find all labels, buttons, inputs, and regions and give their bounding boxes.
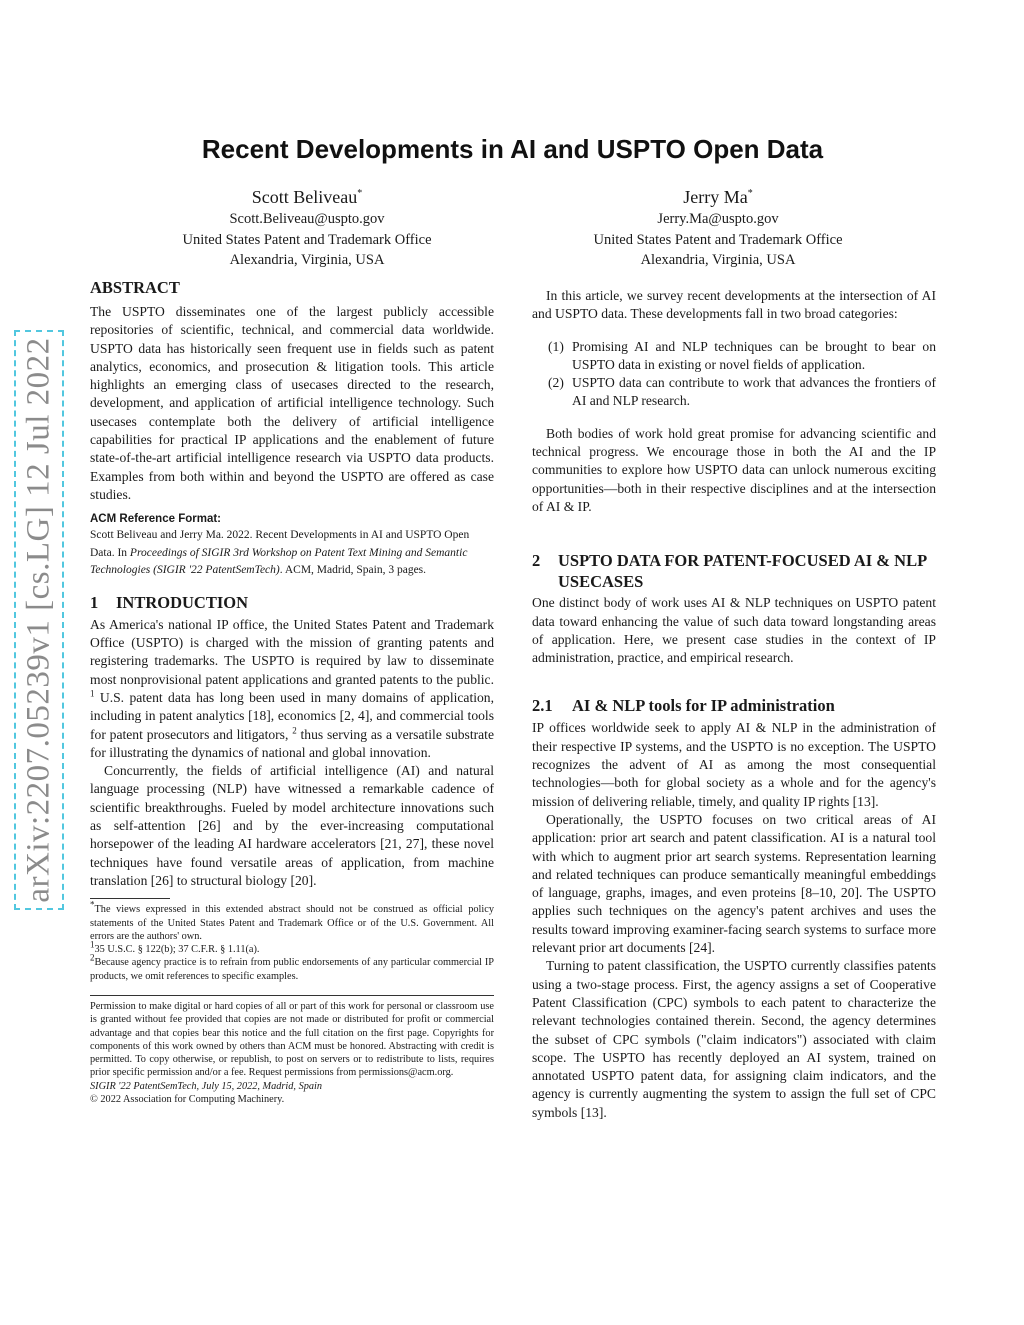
abstract-heading: ABSTRACT (90, 278, 180, 297)
footnote-1: $^1$35 U.S.C. § 122(b); 37 C.F.R. § 1.11(a). (90, 939, 260, 956)
left-column (90, 277, 494, 1106)
contribution-list (532, 338, 936, 411)
section-2-1-paragraph-2: Operationally, the USPTO focuses on two critical areas of AI application: prior art search and patent classification. AI is a natural tool with which to augment prior art search systems. Representation learning and related techniques can produce semantically meaningful embeddings of language, graphs, images, and even proteins [8–10, 20]. The USPTO applies such techniques on the agency's patent archives and uses the results toward improving examiner-facing search systems to surface more relevant prior art documents [24]. (532, 811, 936, 956)
footnote-star: *The views expressed in this extended abstract should not be construed as official policy statements of the United States Patent and Trademark Office or of the U.S. Government. All errors are the authors' own. (90, 899, 494, 942)
introduction-paragraph-1: As America's national IP office, the United States Patent and Trademark Office (USPTO) is charged with the mission of granting patents and registering trademarks. The USPTO is required by law to disseminate most nonprovisional patent applications and granted patents to the public. $^1$ U.S. patent data has long been used in many domains of application, including in patent analytics [18], economics [2, 4], and commercial tools for patent prosecutors and litigators, $^2$ thus serving as a versatile substrate for illustrating the dynamics of national and global innovation. (90, 616, 494, 760)
arxiv-identifier-stamp (14, 330, 64, 910)
permission-copyright: © 2022 Association for Computing Machinery. (90, 1094, 285, 1106)
author-location: Alexandria, Virginia, USA (640, 252, 796, 268)
intro-encourage-paragraph: Both bodies of work hold great promise for advancing scientific and technical progress. We encourage those in both the AI and the IP communities to explore how USPTO data can unlock numerous exciting opportunities—both in their respective disciplines and at the intersection of AI & IP. (532, 425, 936, 514)
author-block-1 (102, 182, 512, 271)
section-2-1-paragraph-3: Turning to patent classification, the USPTO currently classifies patents using a two-stage process. First, the agency assigns a set of Cooperative Patent Classification (CPC) symbols to each patent to characterize the relevant technologies contained therein. Second, the agency determines the subset of CPC symbols ("claim indicators") associated with claim scope. The USPTO has recently deployed an AI system, trained on annotated USPTO patent data, for assigning claim indicators, and the agency is currently augmenting the system to assign the full set of CPC symbols [13]. (532, 958, 936, 1120)
section-2-paragraph: One distinct body of work uses AI & NLP techniques on USPTO patent data toward enhancing the value of such data toward longstanding areas of application. Here, we present case studies in the context of IP administration, practice, and empirical research. (532, 595, 936, 666)
arxiv-identifier-text: arXiv:2207.05239v1 [cs.LG] 12 Jul 2022 (20, 337, 57, 903)
intro-survey-paragraph: In this article, we survey recent developments at the intersection of AI and USPTO data. These developments fall in two broad categories: (532, 288, 936, 322)
permission-divider (90, 995, 494, 996)
section-2-heading: 2 USPTO DATA FOR PATENT-FOCUSED AI & NLP USECASES (532, 551, 927, 592)
permission-notice: Permission to make digital or hard copies of all or part of this work for personal or classroom use is granted without fee provided that copies are not made or distributed for profit or commercial advantage and that copies bear this notice and the full citation on the first page. Copyrights for components of this work owned by others than ACM must be honored. Abstracting with credit is permitted. To copy otherwise, or republish, to post on servers or to redistribute to lists, requires prior specific permission and/or a fee. Request permissions from permissions@acm.org. (90, 1001, 494, 1079)
author-name: Jerry Ma (683, 187, 748, 207)
section-2-1-paragraph-1: IP offices worldwide seek to apply AI & NLP in the administration of their respective IP systems, and the USPTO is no exception. The USPTO recognizes the advent of AI as among the most consequential technologies—both for global society as a whole and for the agency's mission of delivering reliable, timely, and quality IP rights [13]. (532, 720, 936, 809)
list-item: (2) USPTO data can contribute to work that advances the frontiers of AI and NLP research. (548, 375, 936, 409)
author-email: Jerry.Ma@uspto.gov (657, 211, 779, 227)
author-email: Scott.Beliveau@uspto.gov (229, 211, 385, 227)
footnote-divider (90, 898, 170, 899)
footnote-2: $^2$Because agency practice is to refrain from public endorsements of any particular commercial IP products, we omit references to specific examples. (90, 952, 494, 982)
introduction-paragraph-2: Concurrently, the fields of artificial intelligence (AI) and natural language processing (NLP) have witnessed a remarkable cadence of scientific breakthroughs. Fueled by model architecture innovations such as self-attention [26] and by the ever-increasing computational horsepower of the leading AI hardware accelerators [21, 27], these novel techniques have found versatile areas of application, from machine translation [26] to structural biology [20]. (90, 763, 494, 888)
acm-reference-heading: ACM Reference Format: (90, 513, 221, 526)
section-2-1-heading: 2.1 AI & NLP tools for IP administration (532, 696, 835, 716)
footnote-ref-2: 2 (292, 725, 297, 736)
abstract-text: The USPTO disseminates one of the largest publicly accessible repositories of scientific, technical, and commercial data worldwide. USPTO data has historically seen frequent use in fields such as patent analytics, economics, and prosecution & litigation tools. This article highlights an emerging class of usecases directed to the research, development, and application of artificial intelligence technology. Such usecases contemplate both the delivery of artificial intelligence capabilities for practical IP applications and the enablement of future state-of-the-art artificial intelligence research via USPTO data products. Examples from both within and beyond the USPTO are offered as case studies. (90, 304, 494, 502)
list-item: (1) Promising AI and NLP techniques can be brought to bear on USPTO data in existing or novel fields of application. (548, 338, 936, 372)
footnote-ref-1: 1 (90, 688, 95, 699)
right-column (532, 287, 936, 1122)
author-affiliation: United States Patent and Trademark Office (182, 231, 432, 248)
author-block-2 (513, 182, 923, 271)
acm-reference-venue: Proceedings of SIGIR 3rd Workshop on Patent Text Mining and Semantic Technologies (SIGIR '22 PatentSemTech) (90, 546, 468, 577)
author-location: Alexandria, Virginia, USA (229, 252, 385, 268)
paper-title: Recent Developments in AI and USPTO Open Data (201, 134, 824, 164)
acm-reference-text: Scott Beliveau and Jerry Ma. 2022. Recent Developments in AI and USPTO Open Data. In Proceedings of SIGIR 3rd Workshop on Patent Text Mining and Semantic Technologies (SIGIR '22 PatentSemTech). ACM, Madrid, Spain, 3 pages. (90, 529, 470, 577)
author-footnote-mark: * (357, 188, 363, 199)
introduction-heading: 1 INTRODUCTION (90, 592, 249, 612)
author-footnote-mark: * (747, 188, 753, 199)
author-affiliation: United States Patent and Trademark Office (593, 231, 843, 248)
permission-venue: SIGIR '22 PatentSemTech, July 15, 2022, Madrid, Spain (90, 1080, 323, 1092)
author-name: Scott Beliveau (251, 187, 358, 207)
